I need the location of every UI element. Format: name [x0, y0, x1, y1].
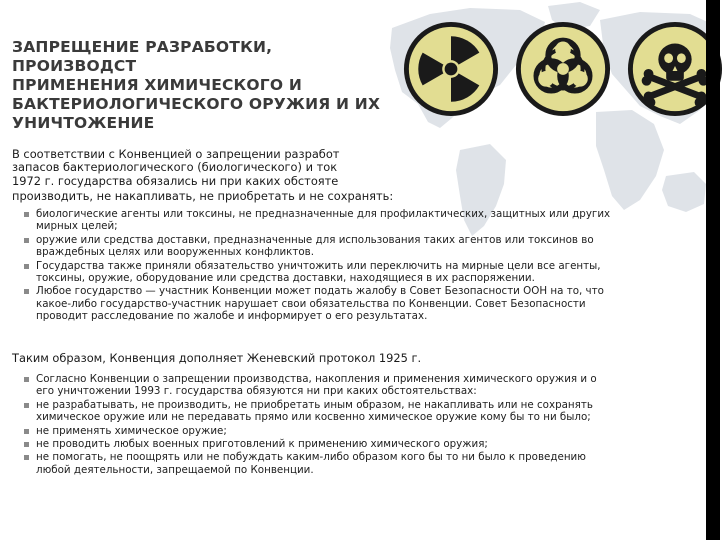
list-item — [24, 425, 614, 437]
biohazard-icon — [514, 20, 612, 118]
list-item — [24, 438, 614, 450]
bullet-icon — [24, 264, 29, 269]
list-item — [24, 208, 614, 233]
list-item-text: не проводить любых военных приготовлений к применению химического оружия; — [36, 438, 488, 451]
list-item-text: Государства также приняли обязательство уничтожить или переключить на мирные цели все агенты, токсины, оружие, оборудование или средства доставки, находящиеся в их распоряжении. — [36, 259, 601, 285]
intro-line: запасов бактериологического (биологического) и ток — [12, 160, 338, 175]
australia-shape — [662, 172, 706, 212]
list-item — [24, 285, 614, 322]
list-item — [24, 373, 614, 398]
list-item-text: Согласно Конвенции о запрещении производства, накопления и применения химического оружия и о его уничтожении 1993 г. государства обязуются ни при каких обстоятельствах: — [36, 373, 597, 398]
list-item-text: не применять химическое оружие; — [36, 424, 227, 437]
intro-paragraph — [12, 148, 632, 188]
page-title: ЗАПРЕЩЕНИЕ РАЗРАБОТКИ, ПРОИЗВОДСТ ПРИМЕНЕНИЯ ХИМИЧЕСКОГО И БАКТЕРИОЛОГИЧЕСКОГО ОРУЖИЯ И ИХ УНИЧТОЖЕНИЕ — [12, 38, 381, 132]
bullet-icon — [24, 238, 29, 243]
summary-line: Таким образом, Конвенция дополняет Женевский протокол 1925 г. — [12, 351, 422, 365]
obligations-list — [24, 208, 614, 324]
bullet-icon — [24, 455, 29, 460]
list-item-text: биологические агенты или токсины, не предназначенные для профилактических, защитных или других мирных целей; — [36, 208, 611, 233]
list-item-text: не разрабатывать, не производить, не приобретать иным образом, не накапливать или не сохранять химическое оружие или не передавать прямо или косвенно химическое оружие кому бы то ни было; — [36, 398, 593, 424]
bullet-icon — [24, 377, 29, 382]
intro-line: В соответствии с Конвенцией о запрещении разработ — [12, 147, 340, 161]
list-item-text: Любое государство — участник Конвенции может подать жалобу в Совет Безопасности ООН на то, что какое-либо государство-участник нарушает свои обязательства по Конвенции. Совет Безопасности проводит расследование по жалобе и информирует о его результатах. — [36, 285, 604, 323]
list-item — [24, 260, 614, 285]
bullet-icon — [24, 212, 29, 217]
list-item — [24, 234, 614, 259]
right-edge-bar — [706, 0, 720, 540]
bullet-icon — [24, 289, 29, 294]
chemical-weapons-list — [24, 373, 614, 477]
bullet-icon — [24, 403, 29, 408]
intro-line: 1972 г. государства обязались ни при каких обстояте — [12, 173, 339, 188]
list-item — [24, 451, 614, 476]
list-item-text: не помогать, не поощрять или не побуждать каким-либо образом кого бы то ни было к проведению любой деятельности, запрещаемой по Конвенции. — [36, 451, 586, 476]
bullet-icon — [24, 442, 29, 447]
radiation-icon — [402, 20, 500, 118]
bullet-icon — [24, 429, 29, 434]
intro-last-line: производить, не накапливать, не приобретать и не сохранять: — [12, 189, 394, 203]
list-item-text: оружие или средства доставки, предназначенные для использования таких агентов или токсинов во враждебных целях или вооруженных конфликтов. — [36, 233, 594, 259]
list-item — [24, 399, 614, 424]
